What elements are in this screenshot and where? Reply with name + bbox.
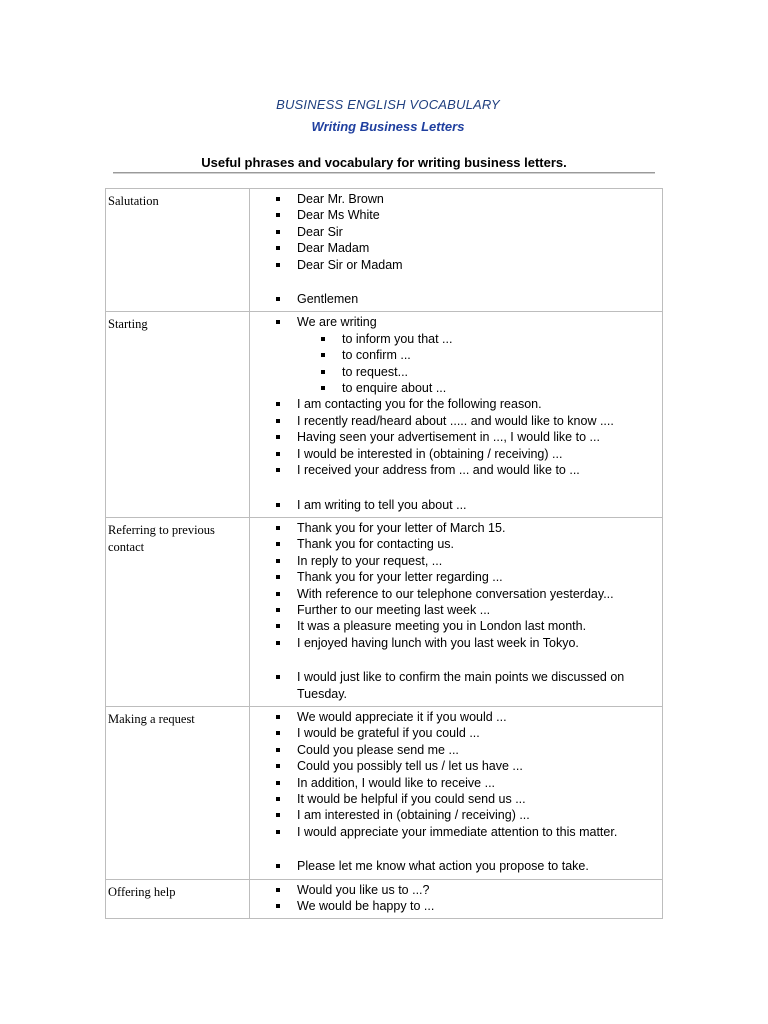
list-item: In addition, I would like to receive ...: [250, 775, 662, 791]
phrase-list: [250, 314, 662, 512]
list-item: I would be interested in (obtaining / receiving) ...: [250, 446, 662, 462]
subtitle: Useful phrases and vocabulary for writing business letters.: [201, 155, 567, 170]
category-cell: Offering help: [106, 879, 250, 919]
table-row: [106, 517, 663, 706]
list-item: I received your address from ... and would like to ...: [250, 462, 662, 478]
list-item: I recently read/heard about ..... and would like to know ....: [250, 413, 662, 429]
phrase-list: [250, 191, 662, 307]
sub-list-item: to inform you that ...: [250, 331, 662, 347]
list-item: I am contacting you for the following reason.: [250, 396, 662, 412]
sub-list-item: to request...: [250, 364, 662, 380]
sub-list-item: to enquire about ...: [250, 380, 662, 396]
list-item: In reply to your request, ...: [250, 553, 662, 569]
list-item: It would be helpful if you could send us ...: [250, 791, 662, 807]
list-item: Please let me know what action you propose to take.: [250, 858, 662, 874]
phrases-cell: [250, 189, 663, 312]
list-item: Dear Madam: [250, 240, 662, 256]
list-item: I would just like to confirm the main points we discussed on Tuesday.: [250, 669, 662, 702]
list-item: We are writing: [250, 314, 662, 330]
list-item: Gentlemen: [250, 291, 662, 307]
phrase-list: [250, 520, 662, 702]
horizontal-rule: [113, 172, 655, 174]
table-row: [106, 189, 663, 312]
list-item: We would appreciate it if you would ...: [250, 709, 662, 725]
topic-title: Writing Business Letters: [311, 119, 465, 134]
list-item: Could you please send me ...: [250, 742, 662, 758]
sub-list-item: to confirm ...: [250, 347, 662, 363]
vocabulary-table: [105, 188, 663, 919]
phrase-list: [250, 882, 662, 915]
list-item: Could you possibly tell us / let us have ...: [250, 758, 662, 774]
list-item: Dear Mr. Brown: [250, 191, 662, 207]
table-row: [106, 706, 663, 879]
list-item: Thank you for your letter of March 15.: [250, 520, 662, 536]
list-item: Dear Ms White: [250, 207, 662, 223]
list-item: I am interested in (obtaining / receiving) ...: [250, 807, 662, 823]
vocabulary-table-body: [106, 189, 663, 919]
list-item: Having seen your advertisement in ..., I would like to ...: [250, 429, 662, 445]
category-cell: Making a request: [106, 706, 250, 879]
list-item: I enjoyed having lunch with you last week in Tokyo.: [250, 635, 662, 651]
list-item: Thank you for your letter regarding ...: [250, 569, 662, 585]
table-row: [106, 879, 663, 919]
series-title: BUSINESS ENGLISH VOCABULARY: [276, 97, 500, 112]
phrase-list: [250, 709, 662, 875]
phrases-cell: [250, 706, 663, 879]
list-item: I would be grateful if you could ...: [250, 725, 662, 741]
list-item: Thank you for contacting us.: [250, 536, 662, 552]
category-cell: Salutation: [106, 189, 250, 312]
phrases-cell: [250, 517, 663, 706]
category-cell: Referring to previous contact: [106, 517, 250, 706]
phrases-cell: [250, 312, 663, 517]
list-item: I would appreciate your immediate attention to this matter.: [250, 824, 662, 840]
phrases-cell: [250, 879, 663, 919]
list-item: Would you like us to ...?: [250, 882, 662, 898]
list-item: We would be happy to ...: [250, 898, 662, 914]
list-item: Dear Sir: [250, 224, 662, 240]
list-item: Further to our meeting last week ...: [250, 602, 662, 618]
category-cell: Starting: [106, 312, 250, 517]
list-item: With reference to our telephone conversation yesterday...: [250, 586, 662, 602]
list-item: I am writing to tell you about ...: [250, 497, 662, 513]
list-item: Dear Sir or Madam: [250, 257, 662, 273]
list-item: It was a pleasure meeting you in London last month.: [250, 618, 662, 634]
table-row: [106, 312, 663, 517]
